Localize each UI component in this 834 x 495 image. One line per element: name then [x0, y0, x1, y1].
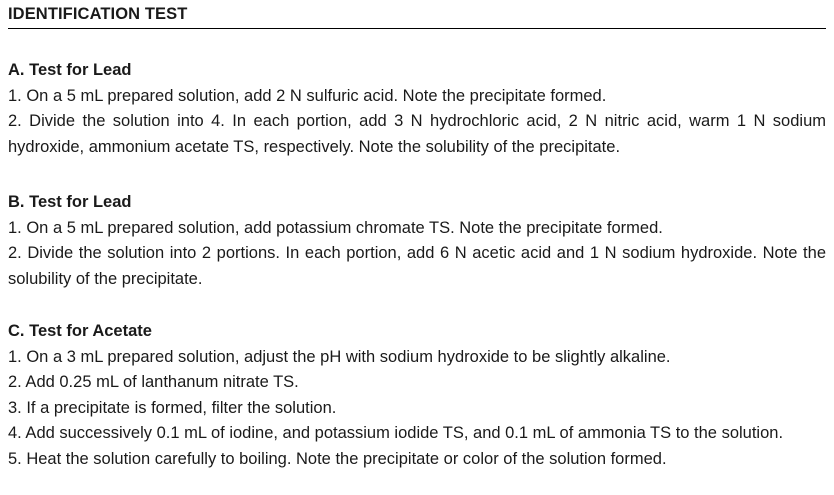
- section-test-for-lead-b: [8, 190, 826, 292]
- section-heading: C. Test for Acetate: [8, 322, 152, 340]
- step-item: 3. If a precipitate is formed, filter the solution.: [8, 398, 337, 417]
- step-item: 1. On a 5 mL prepared solution, add 2 N sulfuric acid. Note the precipitate formed.: [8, 86, 607, 105]
- section-test-for-lead-a: [8, 58, 826, 160]
- step-item: 5. Heat the solution carefully to boiling. Note the precipitate or color of the solution formed.: [8, 449, 667, 468]
- section-heading: B. Test for Lead: [8, 193, 132, 211]
- step-item: 2. Divide the solution into 4. In each portion, add 3 N hydrochloric acid, 2 N nitric acid, warm 1 N sodium hydroxide, ammonium acetate TS, respectively. Note the solubility of the precipitate.: [8, 112, 826, 156]
- document-title: IDENTIFICATION TEST: [8, 0, 826, 29]
- step-item: 1. On a 5 mL prepared solution, add potassium chromate TS. Note the precipitate formed.: [8, 218, 663, 237]
- step-item: 2. Divide the solution into 2 portions. In each portion, add 6 N acetic acid and 1 N sodium hydroxide. Note the solubility of the precipitate.: [8, 244, 826, 288]
- step-item: 2. Add 0.25 mL of lanthanum nitrate TS.: [8, 373, 299, 391]
- document-page: [8, 0, 826, 472]
- step-item: 1. On a 3 mL prepared solution, adjust the pH with sodium hydroxide to be slightly alkaline.: [8, 347, 671, 366]
- step-item: 4. Add successively 0.1 mL of iodine, and potassium iodide TS, and 0.1 mL of ammonia TS to the solution.: [8, 424, 784, 442]
- section-test-for-acetate: [8, 319, 826, 472]
- section-heading: A. Test for Lead: [8, 61, 132, 79]
